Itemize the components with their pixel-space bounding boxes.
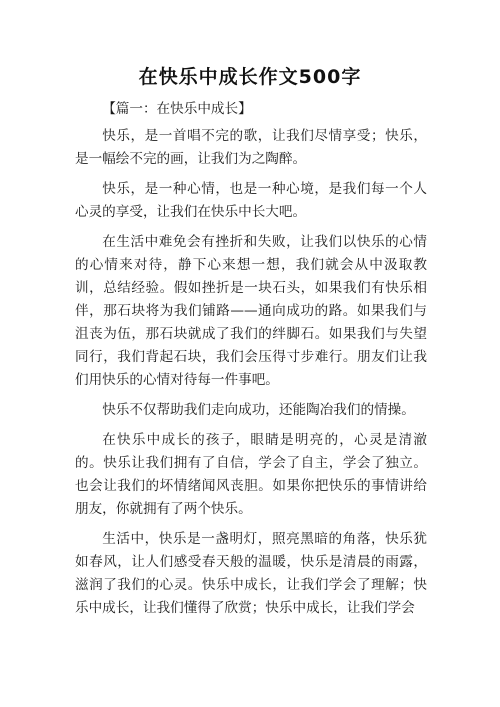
paragraph: 快乐，是一种心情，也是一种心境，是我们每一个人心灵的享受，让我们在快乐中长大吧。 — [75, 181, 427, 220]
paragraph: 在生活中难免会有挫折和失败，让我们以快乐的心情的心情来对待，静下心来想一想，我们就会从中汲取教训，总结经验。假如挫折是一块石头，如果我们有快乐相伴，那石块将为我们铺路——通向成功的路。如果我们与沮丧为伍，那石块就成了我们的绊脚石。如果我们与失望同行，我们背起石块，我们会压得寸步难行。朋友们让我们用快乐的心情对待每一件事吧。 — [75, 234, 427, 388]
paragraph: 快乐，是一首唱不完的歌，让我们尽情享受；快乐，是一幅绘不完的画，让我们为之陶醉。 — [75, 128, 427, 167]
paragraph: 生活中，快乐是一盏明灯，照亮黑暗的角落，快乐犹如春风，让人们感受春天般的温暖，快乐是清晨的雨露，滋润了我们的心灵。快乐中成长，让我们学会了理解；快乐中成长，让我们懂得了欣赏；快乐中成长，让我们学会 — [75, 531, 427, 616]
document-body — [75, 98, 427, 627]
section-heading: 【篇一：在快乐中成长】 — [102, 101, 252, 117]
paragraph: 快乐不仅帮助我们走向成功，还能陶冶我们的情操。 — [102, 402, 415, 418]
paragraph: 在快乐中成长的孩子，眼睛是明亮的，心灵是清澈的。快乐让我们拥有了自信，学会了自主，学会了独立。也会让我们的坏情绪闻风丧胆。如果你把快乐的事情讲给朋友，你就拥有了两个快乐。 — [75, 432, 427, 517]
document-title: 在快乐中成长作文500字 — [138, 66, 362, 88]
